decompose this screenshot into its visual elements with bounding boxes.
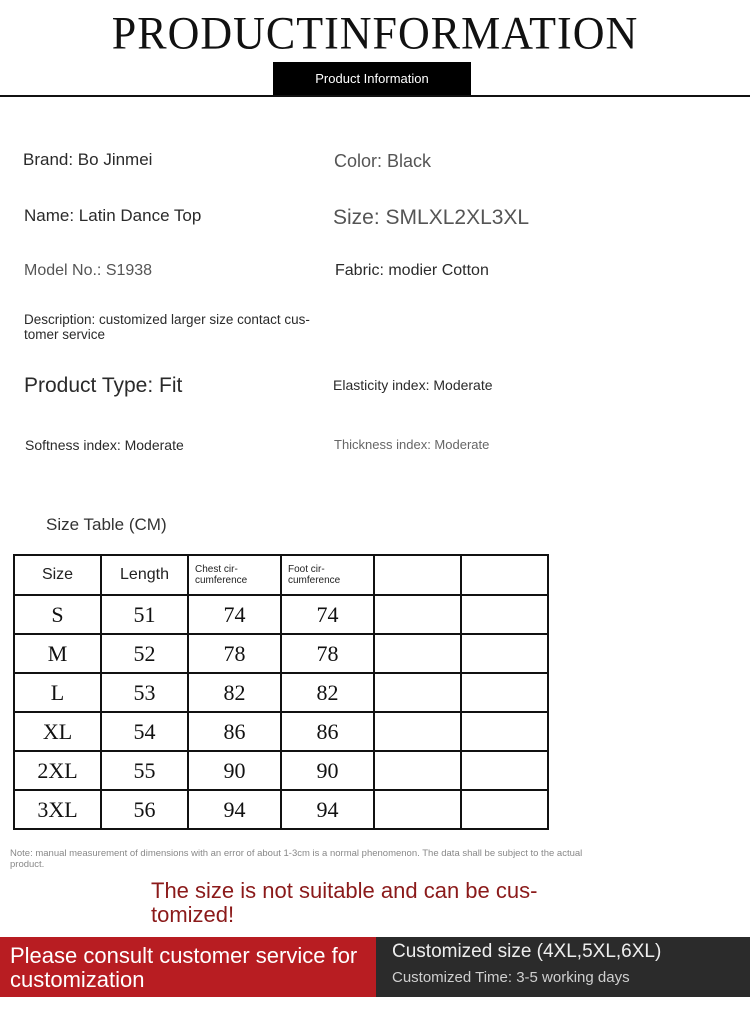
- table-cell: 82: [281, 673, 374, 712]
- size-table-title: Size Table (CM): [46, 515, 167, 534]
- table-cell: 74: [281, 595, 374, 634]
- product-type-field: Product Type: Fit: [24, 374, 183, 397]
- elasticity-field: Elasticity index: Moderate: [333, 377, 493, 393]
- customization-warning: The size is not suitable and can be cus- tomized!: [151, 878, 538, 927]
- table-header-row: [14, 555, 548, 595]
- table-cell: [374, 595, 461, 634]
- table-cell: 86: [281, 712, 374, 751]
- table-row: [14, 673, 548, 712]
- thickness-field: Thickness index: Moderate: [334, 437, 490, 452]
- brand-field: Brand: Bo Jinmei: [23, 150, 153, 169]
- table-cell: 74: [188, 595, 281, 634]
- table-cell: [374, 634, 461, 673]
- table-cell: 90: [188, 751, 281, 790]
- custom-size-line: Customized size (4XL,5XL,6XL): [392, 941, 662, 962]
- table-cell: [374, 790, 461, 829]
- table-row: [14, 634, 548, 673]
- page-title: PRODUCTINFORMATION: [111, 7, 639, 60]
- header-divider: [0, 95, 750, 97]
- table-cell: [461, 634, 548, 673]
- description-field: Description: customized larger size contact cus- tomer service: [24, 312, 310, 342]
- table-cell: 56: [101, 790, 188, 829]
- table-cell: 78: [281, 634, 374, 673]
- softness-field: Softness index: Moderate: [25, 437, 184, 453]
- table-cell: 94: [188, 790, 281, 829]
- color-field: Color: Black: [334, 151, 432, 171]
- table-header-cell: Size: [14, 555, 101, 595]
- table-header-cell: [461, 555, 548, 595]
- table-cell: 52: [101, 634, 188, 673]
- size-field: Size: SMLXL2XL3XL: [333, 206, 530, 229]
- table-header-cell: [374, 555, 461, 595]
- custom-size-banner: [376, 937, 750, 997]
- table-cell: L: [14, 673, 101, 712]
- table-cell: [461, 751, 548, 790]
- table-cell: S: [14, 595, 101, 634]
- table-cell: 53: [101, 673, 188, 712]
- table-cell: [374, 751, 461, 790]
- table-cell: [461, 673, 548, 712]
- table-cell: 54: [101, 712, 188, 751]
- custom-time-line: Customized Time: 3-5 working days: [392, 969, 630, 986]
- table-row: [14, 712, 548, 751]
- table-cell: [461, 790, 548, 829]
- table-header-cell: Foot cir- cumference: [281, 555, 374, 595]
- table-cell: 86: [188, 712, 281, 751]
- table-cell: 78: [188, 634, 281, 673]
- table-cell: 51: [101, 595, 188, 634]
- table-cell: M: [14, 634, 101, 673]
- table-cell: 94: [281, 790, 374, 829]
- table-row: [14, 790, 548, 829]
- table-cell: XL: [14, 712, 101, 751]
- table-header-cell: Chest cir- cumference: [188, 555, 281, 595]
- table-header-cell: Length: [101, 555, 188, 595]
- table-cell: 90: [281, 751, 374, 790]
- table-cell: 2XL: [14, 751, 101, 790]
- fabric-field: Fabric: modier Cotton: [335, 262, 489, 279]
- table-cell: 55: [101, 751, 188, 790]
- size-table: [13, 554, 549, 830]
- name-field: Name: Latin Dance Top: [24, 206, 202, 225]
- table-cell: [461, 595, 548, 634]
- measurement-note: Note: manual measurement of dimensions with an error of about 1-3cm is a normal phenomenon. The data shall be subject to the actual product.: [10, 848, 583, 870]
- model-field: Model No.: S1938: [24, 262, 153, 279]
- table-cell: [374, 712, 461, 751]
- subtitle-banner: Product Information: [273, 62, 471, 95]
- consult-service-banner: Please consult customer service for customization: [0, 937, 376, 997]
- table-row: [14, 751, 548, 790]
- table-row: [14, 595, 548, 634]
- table-cell: [374, 673, 461, 712]
- table-cell: [461, 712, 548, 751]
- table-cell: 3XL: [14, 790, 101, 829]
- table-cell: 82: [188, 673, 281, 712]
